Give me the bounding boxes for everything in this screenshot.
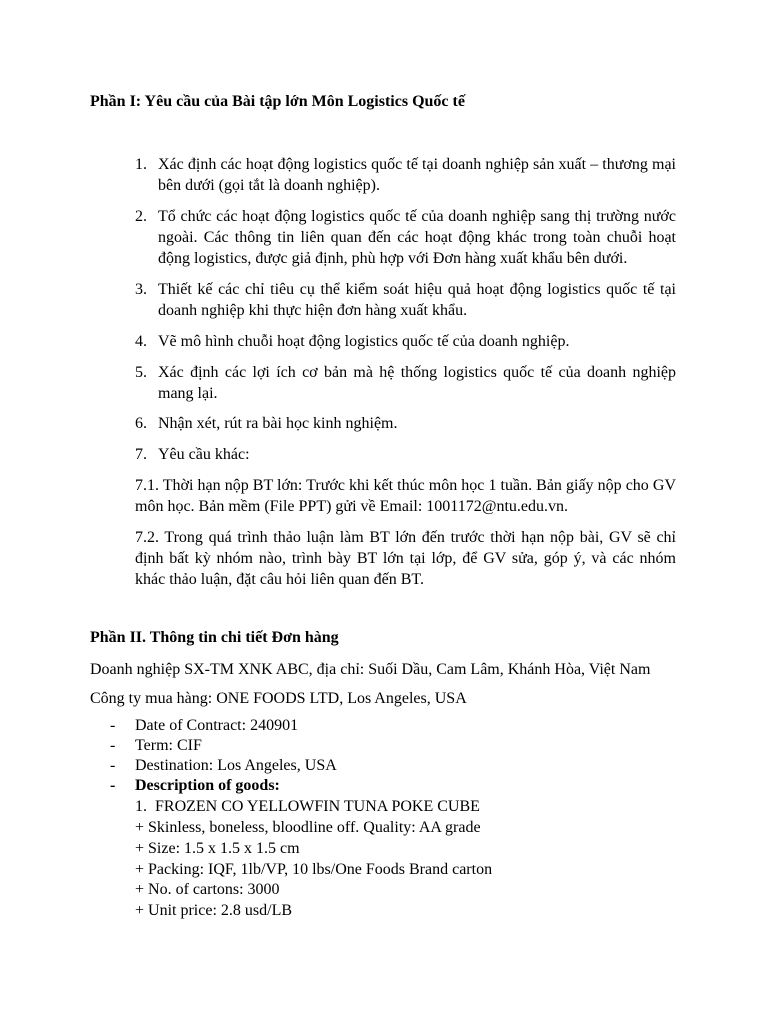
note-7-2: 7.2. Trong quá trình thảo luận làm BT lớn đến trước thời hạn nộp bài, GV sẽ chỉ định bất kỳ nhóm nào, trình bày BT lớn tại lớp, để GV sửa, góp ý, và các nhóm khác thảo luận, đặt câu hỏi liên quan đến BT. bbox=[135, 529, 676, 588]
list-item-number: 6. bbox=[135, 415, 147, 432]
bullet-dash: - bbox=[110, 777, 116, 794]
buyer-line: Công ty mua hàng: ONE FOODS LTD, Los Angeles, USA bbox=[90, 690, 467, 707]
list-item-text: Thiết kế các chỉ tiêu cụ thể kiểm soát hiệu quả hoạt động logistics quốc tế tại doanh nghiệp khi thực hiện đơn hàng xuất khẩu. bbox=[158, 281, 676, 319]
list-item-text: Nhận xét, rút ra bài học kinh nghiệm. bbox=[158, 415, 398, 432]
list-item bbox=[135, 206, 676, 269]
list-item-number: 1. bbox=[135, 156, 147, 173]
note-7-1: 7.1. Thời hạn nộp BT lớn: Trước khi kết thúc môn học 1 tuần. Bản giấy nộp cho GV môn học. Bản mềm (File PPT) gửi về Email: 1001172@ntu.edu.vn. bbox=[135, 477, 676, 515]
list-item-number: 7. bbox=[135, 446, 147, 463]
list-item bbox=[135, 444, 676, 465]
list-item bbox=[135, 331, 676, 352]
bullet-dash: - bbox=[110, 737, 116, 754]
list-item-text: Xác định các lợi ích cơ bản mà hệ thống logistics quốc tế của doanh nghiệp mang lại. bbox=[158, 364, 676, 402]
goods-detail: + No. of cartons: 3000 bbox=[135, 881, 280, 898]
bullet-dash: - bbox=[110, 717, 116, 734]
bullet-text: Term: CIF bbox=[135, 737, 202, 754]
bullet-dash: - bbox=[110, 757, 116, 774]
bullet-text: Date of Contract: 240901 bbox=[135, 717, 299, 734]
list-item bbox=[135, 279, 676, 321]
list-item bbox=[135, 413, 676, 434]
list-item bbox=[135, 154, 676, 196]
company-line: Doanh nghiệp SX-TM XNK ABC, địa chỉ: Suối Dầu, Cam Lâm, Khánh Hòa, Việt Nam bbox=[90, 661, 651, 678]
list-item-text: Vẽ mô hình chuỗi hoạt động logistics quốc tế của doanh nghiệp. bbox=[158, 333, 570, 350]
part-2-heading: Phần II. Thông tin chi tiết Đơn hàng bbox=[90, 629, 339, 646]
goods-detail: + Size: 1.5 x 1.5 x 1.5 cm bbox=[135, 840, 300, 857]
goods-detail: + Packing: IQF, 1lb/VP, 10 lbs/One Foods Brand carton bbox=[135, 861, 493, 878]
list-item-number: 2. bbox=[135, 208, 147, 225]
goods-detail: + Unit price: 2.8 usd/LB bbox=[135, 902, 293, 919]
bullet-text: Description of goods: bbox=[135, 777, 280, 794]
list-item-text: Yêu cầu khác: bbox=[158, 446, 250, 463]
part-1-heading: Phần I: Yêu cầu của Bài tập lớn Môn Logistics Quốc tế bbox=[90, 93, 465, 110]
list-item-number: 3. bbox=[135, 281, 147, 298]
goods-detail: + Skinless, boneless, bloodline off. Quality: AA grade bbox=[135, 819, 481, 836]
list-item-number: 5. bbox=[135, 364, 147, 381]
list-item-text: Tổ chức các hoạt động logistics quốc tế của doanh nghiệp sang thị trường nước ngoài. Các thông tin liên quan đến các hoạt động khác trong toàn chuỗi hoạt động logistics, được giả định, phù hợp với Đơn hàng xuất khẩu bên dưới. bbox=[158, 208, 676, 267]
bullet-text: Destination: Los Angeles, USA bbox=[135, 757, 337, 774]
list-item bbox=[135, 362, 676, 404]
goods-item-title: 1. FROZEN CO YELLOWFIN TUNA POKE CUBE bbox=[135, 798, 480, 815]
list-item-text: Xác định các hoạt động logistics quốc tế tại doanh nghiệp sản xuất – thương mại bên dưới (gọi tắt là doanh nghiệp). bbox=[158, 156, 676, 194]
list-item-number: 4. bbox=[135, 333, 147, 350]
